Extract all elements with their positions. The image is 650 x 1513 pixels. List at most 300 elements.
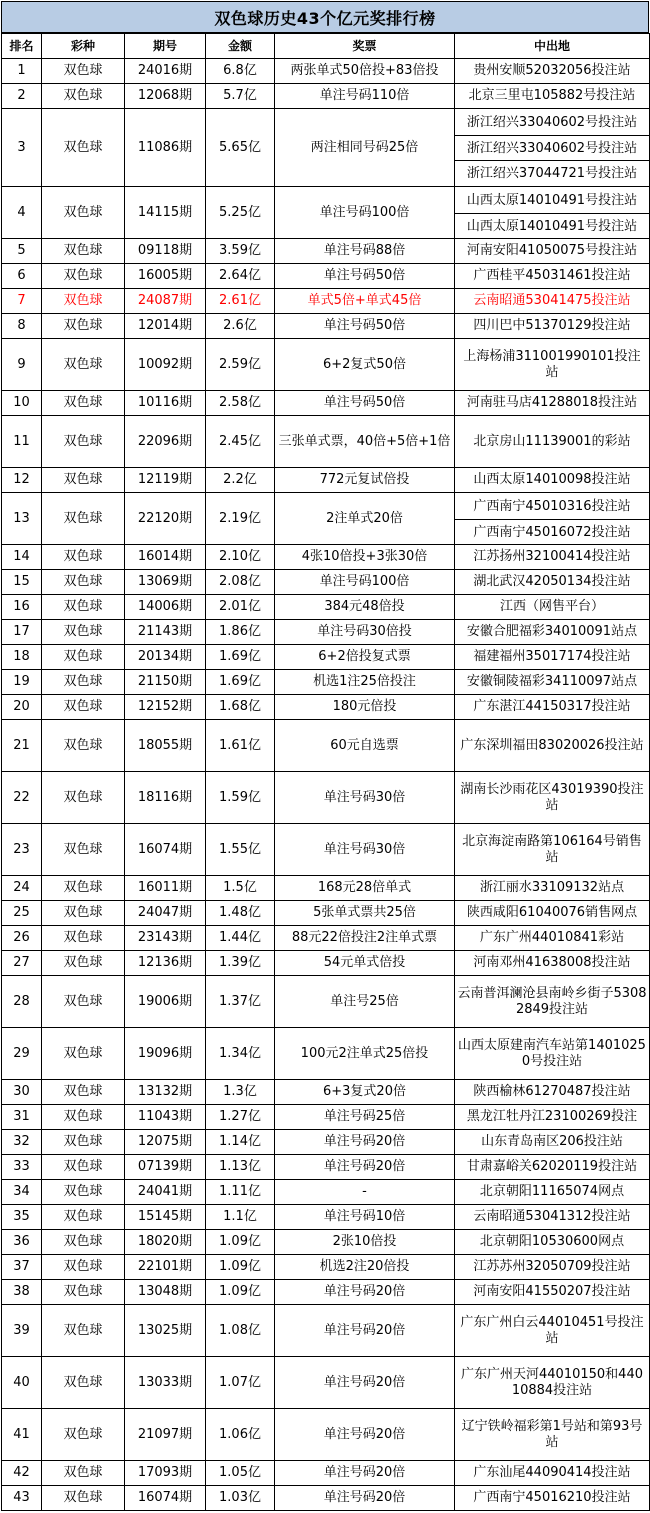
cell-place: 广东广州44010841彩站 bbox=[455, 926, 650, 951]
cell-issue: 23143期 bbox=[125, 926, 206, 951]
cell-place: 北京三里屯105882号投注站 bbox=[455, 84, 650, 109]
table-row bbox=[2, 595, 650, 620]
cell-type: 双色球 bbox=[42, 545, 125, 570]
cell-amount: 1.08亿 bbox=[206, 1305, 275, 1357]
cell-issue: 13069期 bbox=[125, 570, 206, 595]
cell-issue: 24047期 bbox=[125, 901, 206, 926]
cell-ticket: 88元22倍投注2注单式票 bbox=[275, 926, 455, 951]
place-entry: 浙江绍兴33040602号投注站 bbox=[466, 115, 638, 130]
cell-issue: 12136期 bbox=[125, 951, 206, 976]
cell-rank: 32 bbox=[2, 1130, 42, 1155]
cell-issue: 12119期 bbox=[125, 468, 206, 493]
cell-issue: 24016期 bbox=[125, 59, 206, 84]
table-row bbox=[2, 1105, 650, 1130]
cell-amount: 1.09亿 bbox=[206, 1230, 275, 1255]
table-row bbox=[2, 1486, 650, 1511]
cell-type: 双色球 bbox=[42, 1028, 125, 1080]
table-row bbox=[2, 468, 650, 493]
cell-amount: 1.09亿 bbox=[206, 1255, 275, 1280]
table-row bbox=[2, 570, 650, 595]
cell-ticket: 4张10倍投+3张30倍 bbox=[275, 545, 455, 570]
cell-rank: 27 bbox=[2, 951, 42, 976]
table-row bbox=[2, 1155, 650, 1180]
cell-rank: 4 bbox=[2, 187, 42, 239]
cell-issue: 16074期 bbox=[125, 1486, 206, 1511]
table-row bbox=[2, 391, 650, 416]
cell-ticket: 5张单式票共25倍 bbox=[275, 901, 455, 926]
table-body bbox=[2, 59, 650, 1511]
cell-type: 双色球 bbox=[42, 772, 125, 824]
cell-amount: 1.09亿 bbox=[206, 1280, 275, 1305]
cell-amount: 2.08亿 bbox=[206, 570, 275, 595]
cell-amount: 2.2亿 bbox=[206, 468, 275, 493]
cell-ticket: 单注号码20倍 bbox=[275, 1305, 455, 1357]
cell-type: 双色球 bbox=[42, 1155, 125, 1180]
place-entry: 山西太原14010491号投注站 bbox=[455, 213, 649, 238]
table-row bbox=[2, 772, 650, 824]
cell-rank: 22 bbox=[2, 772, 42, 824]
cell-issue: 13033期 bbox=[125, 1357, 206, 1409]
table-row bbox=[2, 926, 650, 951]
cell-amount: 2.45亿 bbox=[206, 416, 275, 468]
cell-amount: 2.19亿 bbox=[206, 493, 275, 545]
table-row bbox=[2, 339, 650, 391]
cell-rank: 19 bbox=[2, 670, 42, 695]
cell-rank: 30 bbox=[2, 1080, 42, 1105]
cell-ticket: 168元28倍单式 bbox=[275, 876, 455, 901]
cell-type: 双色球 bbox=[42, 570, 125, 595]
cell-rank: 29 bbox=[2, 1028, 42, 1080]
cell-rank: 11 bbox=[2, 416, 42, 468]
cell-amount: 2.61亿 bbox=[206, 289, 275, 314]
cell-ticket: 单注号码30倍投 bbox=[275, 620, 455, 645]
cell-ticket: 两注相同号码25倍 bbox=[275, 109, 455, 187]
cell-amount: 6.8亿 bbox=[206, 59, 275, 84]
cell-rank: 2 bbox=[2, 84, 42, 109]
table-row bbox=[2, 1180, 650, 1205]
cell-issue: 19096期 bbox=[125, 1028, 206, 1080]
cell-place: 辽宁铁岭福彩第1号站和第93号站 bbox=[455, 1409, 650, 1461]
cell-issue: 24041期 bbox=[125, 1180, 206, 1205]
cell-rank: 1 bbox=[2, 59, 42, 84]
cell-type: 双色球 bbox=[42, 493, 125, 545]
cell-place: 浙江丽水33109132站点 bbox=[455, 876, 650, 901]
cell-rank: 7 bbox=[2, 289, 42, 314]
cell-type: 双色球 bbox=[42, 468, 125, 493]
cell-amount: 1.44亿 bbox=[206, 926, 275, 951]
cell-place: 北京海淀南路第106164号销售站 bbox=[455, 824, 650, 876]
cell-ticket: 2张10倍投 bbox=[275, 1230, 455, 1255]
cell-place: 云南昭通53041475投注站 bbox=[455, 289, 650, 314]
cell-type: 双色球 bbox=[42, 1180, 125, 1205]
cell-place: 广西桂平45031461投注站 bbox=[455, 264, 650, 289]
cell-place: 北京房山11139001的彩站 bbox=[455, 416, 650, 468]
cell-issue: 12075期 bbox=[125, 1130, 206, 1155]
cell-place: 陕西咸阳61040076销售网点 bbox=[455, 901, 650, 926]
cell-place: 河南安阳41050075号投注站 bbox=[455, 239, 650, 264]
cell-type: 双色球 bbox=[42, 720, 125, 772]
cell-issue: 18020期 bbox=[125, 1230, 206, 1255]
cell-place: 江苏扬州32100414投注站 bbox=[455, 545, 650, 570]
table-row bbox=[2, 1255, 650, 1280]
cell-ticket: 单注号码50倍 bbox=[275, 314, 455, 339]
cell-type: 双色球 bbox=[42, 695, 125, 720]
cell-rank: 10 bbox=[2, 391, 42, 416]
cell-amount: 1.37亿 bbox=[206, 976, 275, 1028]
cell-issue: 11086期 bbox=[125, 109, 206, 187]
cell-place: 广东广州天河44010150和44010884投注站 bbox=[455, 1357, 650, 1409]
cell-type: 双色球 bbox=[42, 84, 125, 109]
cell-rank: 15 bbox=[2, 570, 42, 595]
cell-rank: 26 bbox=[2, 926, 42, 951]
cell-rank: 23 bbox=[2, 824, 42, 876]
cell-issue: 22096期 bbox=[125, 416, 206, 468]
cell-type: 双色球 bbox=[42, 876, 125, 901]
table-row bbox=[2, 645, 650, 670]
cell-place: 安徽合肥福彩34010091站点 bbox=[455, 620, 650, 645]
cell-type: 双色球 bbox=[42, 264, 125, 289]
cell-place: 山东青岛南区206投注站 bbox=[455, 1130, 650, 1155]
cell-issue: 17093期 bbox=[125, 1461, 206, 1486]
cell-ticket: 单注号码50倍 bbox=[275, 391, 455, 416]
cell-rank: 9 bbox=[2, 339, 42, 391]
cell-amount: 1.69亿 bbox=[206, 670, 275, 695]
place-entry: 广西南宁45016072投注站 bbox=[455, 519, 649, 544]
cell-rank: 20 bbox=[2, 695, 42, 720]
cell-rank: 34 bbox=[2, 1180, 42, 1205]
cell-ticket: 单注号码20倍 bbox=[275, 1155, 455, 1180]
table-row bbox=[2, 620, 650, 645]
cell-rank: 17 bbox=[2, 620, 42, 645]
cell-ticket: 180元倍投 bbox=[275, 695, 455, 720]
cell-ticket: 单注号码20倍 bbox=[275, 1461, 455, 1486]
cell-place: 陕西榆林61270487投注站 bbox=[455, 1080, 650, 1105]
cell-place: 湖北武汉42050134投注站 bbox=[455, 570, 650, 595]
cell-ticket: 机选2注20倍投 bbox=[275, 1255, 455, 1280]
header-type: 彩种 bbox=[42, 34, 125, 59]
header-issue: 期号 bbox=[125, 34, 206, 59]
cell-place: 安徽铜陵福彩34110097站点 bbox=[455, 670, 650, 695]
cell-place: 甘肃嘉峪关62020119投注站 bbox=[455, 1155, 650, 1180]
cell-type: 双色球 bbox=[42, 926, 125, 951]
header-place: 中出地 bbox=[455, 34, 650, 59]
cell-rank: 25 bbox=[2, 901, 42, 926]
cell-issue: 16014期 bbox=[125, 545, 206, 570]
cell-ticket: 单注号码110倍 bbox=[275, 84, 455, 109]
table-row bbox=[2, 1080, 650, 1105]
cell-amount: 5.7亿 bbox=[206, 84, 275, 109]
table-row bbox=[2, 824, 650, 876]
table-row bbox=[2, 1028, 650, 1080]
cell-amount: 1.14亿 bbox=[206, 1130, 275, 1155]
cell-issue: 22120期 bbox=[125, 493, 206, 545]
cell-amount: 2.59亿 bbox=[206, 339, 275, 391]
cell-place: 河南驻马店41288018投注站 bbox=[455, 391, 650, 416]
cell-amount: 1.86亿 bbox=[206, 620, 275, 645]
cell-ticket: 三张单式票，40倍+5倍+1倍 bbox=[275, 416, 455, 468]
cell-type: 双色球 bbox=[42, 1305, 125, 1357]
cell-type: 双色球 bbox=[42, 239, 125, 264]
cell-type: 双色球 bbox=[42, 59, 125, 84]
cell-type: 双色球 bbox=[42, 109, 125, 187]
cell-place bbox=[455, 109, 650, 187]
cell-amount: 1.06亿 bbox=[206, 1409, 275, 1461]
cell-type: 双色球 bbox=[42, 901, 125, 926]
cell-ticket: 单注号25倍 bbox=[275, 976, 455, 1028]
cell-issue: 14006期 bbox=[125, 595, 206, 620]
table-row bbox=[2, 416, 650, 468]
cell-type: 双色球 bbox=[42, 1357, 125, 1409]
cell-type: 双色球 bbox=[42, 289, 125, 314]
cell-issue: 16074期 bbox=[125, 824, 206, 876]
cell-ticket: 772元复试倍投 bbox=[275, 468, 455, 493]
cell-amount: 1.55亿 bbox=[206, 824, 275, 876]
cell-place: 湖南长沙雨花区43019390投注站 bbox=[455, 772, 650, 824]
cell-amount: 5.65亿 bbox=[206, 109, 275, 187]
cell-amount: 1.3亿 bbox=[206, 1080, 275, 1105]
cell-rank: 16 bbox=[2, 595, 42, 620]
cell-ticket: 100元2注单式25倍投 bbox=[275, 1028, 455, 1080]
cell-amount: 1.07亿 bbox=[206, 1357, 275, 1409]
cell-place: 云南普洱澜沧县南岭乡街子53082849投注站 bbox=[455, 976, 650, 1028]
cell-amount: 2.10亿 bbox=[206, 545, 275, 570]
cell-ticket: 单式5倍+单式45倍 bbox=[275, 289, 455, 314]
cell-issue: 16005期 bbox=[125, 264, 206, 289]
cell-ticket: 6+3复式20倍 bbox=[275, 1080, 455, 1105]
cell-ticket: 单注号码30倍 bbox=[275, 824, 455, 876]
cell-amount: 2.58亿 bbox=[206, 391, 275, 416]
table-row bbox=[2, 84, 650, 109]
cell-issue: 09118期 bbox=[125, 239, 206, 264]
table-row bbox=[2, 545, 650, 570]
cell-issue: 18055期 bbox=[125, 720, 206, 772]
cell-rank: 28 bbox=[2, 976, 42, 1028]
table-row bbox=[2, 1357, 650, 1409]
cell-rank: 14 bbox=[2, 545, 42, 570]
table-row bbox=[2, 239, 650, 264]
cell-issue: 21150期 bbox=[125, 670, 206, 695]
cell-type: 双色球 bbox=[42, 339, 125, 391]
cell-type: 双色球 bbox=[42, 595, 125, 620]
cell-amount: 1.59亿 bbox=[206, 772, 275, 824]
cell-rank: 21 bbox=[2, 720, 42, 772]
cell-ticket: 单注号码20倍 bbox=[275, 1280, 455, 1305]
cell-amount: 1.69亿 bbox=[206, 645, 275, 670]
cell-issue: 21097期 bbox=[125, 1409, 206, 1461]
cell-place: 江西（网售平台） bbox=[455, 595, 650, 620]
cell-place: 黑龙江牡丹江23100269投注 bbox=[455, 1105, 650, 1130]
cell-place: 上海杨浦311001990101投注站 bbox=[455, 339, 650, 391]
cell-rank: 41 bbox=[2, 1409, 42, 1461]
cell-amount: 2.01亿 bbox=[206, 595, 275, 620]
table-row bbox=[2, 1230, 650, 1255]
cell-issue: 07139期 bbox=[125, 1155, 206, 1180]
cell-ticket: 两张单式50倍投+83倍投 bbox=[275, 59, 455, 84]
header-ticket: 奖票 bbox=[275, 34, 455, 59]
cell-type: 双色球 bbox=[42, 951, 125, 976]
cell-place: 河南邓州41638008投注站 bbox=[455, 951, 650, 976]
cell-type: 双色球 bbox=[42, 976, 125, 1028]
cell-type: 双色球 bbox=[42, 1461, 125, 1486]
table-row bbox=[2, 670, 650, 695]
header-amount: 金额 bbox=[206, 34, 275, 59]
cell-ticket: 单注号码20倍 bbox=[275, 1409, 455, 1461]
cell-type: 双色球 bbox=[42, 1205, 125, 1230]
table-row bbox=[2, 876, 650, 901]
cell-rank: 37 bbox=[2, 1255, 42, 1280]
table-row bbox=[2, 493, 650, 545]
cell-place: 四川巴中51370129投注站 bbox=[455, 314, 650, 339]
cell-rank: 40 bbox=[2, 1357, 42, 1409]
cell-rank: 39 bbox=[2, 1305, 42, 1357]
cell-ticket: 2注单式20倍 bbox=[275, 493, 455, 545]
table-row bbox=[2, 1280, 650, 1305]
table-row bbox=[2, 109, 650, 187]
cell-ticket: 60元自选票 bbox=[275, 720, 455, 772]
table-row bbox=[2, 695, 650, 720]
cell-place: 福建福州35017174投注站 bbox=[455, 645, 650, 670]
cell-ticket: 384元48倍投 bbox=[275, 595, 455, 620]
cell-rank: 8 bbox=[2, 314, 42, 339]
cell-place: 江苏苏州32050709投注站 bbox=[455, 1255, 650, 1280]
cell-issue: 18116期 bbox=[125, 772, 206, 824]
cell-rank: 6 bbox=[2, 264, 42, 289]
cell-issue: 16011期 bbox=[125, 876, 206, 901]
cell-amount: 1.61亿 bbox=[206, 720, 275, 772]
cell-place: 广东湛江44150317投注站 bbox=[455, 695, 650, 720]
cell-issue: 12152期 bbox=[125, 695, 206, 720]
place-entry: 浙江绍兴37044721号投注站 bbox=[455, 160, 649, 185]
header-row bbox=[2, 34, 650, 59]
cell-ticket: 54元单式倍投 bbox=[275, 951, 455, 976]
cell-amount: 1.68亿 bbox=[206, 695, 275, 720]
cell-rank: 3 bbox=[2, 109, 42, 187]
cell-amount: 2.6亿 bbox=[206, 314, 275, 339]
cell-issue: 24087期 bbox=[125, 289, 206, 314]
cell-amount: 1.1亿 bbox=[206, 1205, 275, 1230]
cell-ticket: 6+2复式50倍 bbox=[275, 339, 455, 391]
cell-amount: 1.11亿 bbox=[206, 1180, 275, 1205]
cell-ticket: 6+2倍投复式票 bbox=[275, 645, 455, 670]
cell-issue: 15145期 bbox=[125, 1205, 206, 1230]
cell-issue: 22101期 bbox=[125, 1255, 206, 1280]
page-title: 双色球历史43个亿元奖排行榜 bbox=[1, 1, 649, 33]
cell-issue: 19006期 bbox=[125, 976, 206, 1028]
table-row bbox=[2, 264, 650, 289]
table-row bbox=[2, 901, 650, 926]
cell-amount: 1.27亿 bbox=[206, 1105, 275, 1130]
cell-place: 广东深圳福田83020026投注站 bbox=[455, 720, 650, 772]
cell-amount: 1.13亿 bbox=[206, 1155, 275, 1180]
table-row bbox=[2, 59, 650, 84]
cell-place: 广东汕尾44090414投注站 bbox=[455, 1461, 650, 1486]
place-entry: 浙江绍兴33040602号投注站 bbox=[455, 135, 649, 160]
cell-rank: 43 bbox=[2, 1486, 42, 1511]
cell-type: 双色球 bbox=[42, 391, 125, 416]
table-row bbox=[2, 720, 650, 772]
cell-type: 双色球 bbox=[42, 1255, 125, 1280]
cell-place: 广西南宁45016210投注站 bbox=[455, 1486, 650, 1511]
cell-ticket: - bbox=[275, 1180, 455, 1205]
cell-issue: 11043期 bbox=[125, 1105, 206, 1130]
cell-ticket: 单注号码20倍 bbox=[275, 1486, 455, 1511]
cell-amount: 1.39亿 bbox=[206, 951, 275, 976]
cell-place: 广东广州白云44010451号投注站 bbox=[455, 1305, 650, 1357]
cell-type: 双色球 bbox=[42, 1230, 125, 1255]
table-row bbox=[2, 314, 650, 339]
cell-amount: 2.64亿 bbox=[206, 264, 275, 289]
cell-ticket: 单注号码100倍 bbox=[275, 570, 455, 595]
table-row bbox=[2, 289, 650, 314]
header-rank: 排名 bbox=[2, 34, 42, 59]
ranking-table bbox=[1, 33, 650, 1511]
cell-type: 双色球 bbox=[42, 416, 125, 468]
cell-rank: 35 bbox=[2, 1205, 42, 1230]
cell-type: 双色球 bbox=[42, 645, 125, 670]
cell-rank: 42 bbox=[2, 1461, 42, 1486]
cell-issue: 13048期 bbox=[125, 1280, 206, 1305]
table-row bbox=[2, 976, 650, 1028]
cell-place: 北京朝阳11165074网点 bbox=[455, 1180, 650, 1205]
cell-amount: 1.34亿 bbox=[206, 1028, 275, 1080]
table-row bbox=[2, 1305, 650, 1357]
cell-type: 双色球 bbox=[42, 1409, 125, 1461]
cell-amount: 1.5亿 bbox=[206, 876, 275, 901]
table-row bbox=[2, 1409, 650, 1461]
cell-amount: 1.05亿 bbox=[206, 1461, 275, 1486]
cell-rank: 33 bbox=[2, 1155, 42, 1180]
cell-issue: 21143期 bbox=[125, 620, 206, 645]
cell-issue: 14115期 bbox=[125, 187, 206, 239]
table-row bbox=[2, 1205, 650, 1230]
cell-rank: 38 bbox=[2, 1280, 42, 1305]
cell-type: 双色球 bbox=[42, 314, 125, 339]
table-row bbox=[2, 951, 650, 976]
cell-type: 双色球 bbox=[42, 620, 125, 645]
cell-place bbox=[455, 493, 650, 545]
cell-place: 山西太原建南汽车站第14010250号投注站 bbox=[455, 1028, 650, 1080]
cell-issue: 13025期 bbox=[125, 1305, 206, 1357]
place-entry: 山西太原14010491号投注站 bbox=[466, 192, 638, 208]
cell-issue: 10116期 bbox=[125, 391, 206, 416]
cell-amount: 1.03亿 bbox=[206, 1486, 275, 1511]
table-row bbox=[2, 1130, 650, 1155]
cell-ticket: 单注号码25倍 bbox=[275, 1105, 455, 1130]
cell-amount: 5.25亿 bbox=[206, 187, 275, 239]
cell-issue: 12014期 bbox=[125, 314, 206, 339]
cell-type: 双色球 bbox=[42, 1105, 125, 1130]
cell-place: 北京朝阳10530600网点 bbox=[455, 1230, 650, 1255]
cell-rank: 13 bbox=[2, 493, 42, 545]
cell-type: 双色球 bbox=[42, 1130, 125, 1155]
cell-place: 云南昭通53041312投注站 bbox=[455, 1205, 650, 1230]
cell-type: 双色球 bbox=[42, 824, 125, 876]
cell-type: 双色球 bbox=[42, 187, 125, 239]
cell-ticket: 机选1注25倍投注 bbox=[275, 670, 455, 695]
cell-issue: 12068期 bbox=[125, 84, 206, 109]
cell-rank: 5 bbox=[2, 239, 42, 264]
cell-type: 双色球 bbox=[42, 670, 125, 695]
cell-ticket: 单注号码88倍 bbox=[275, 239, 455, 264]
cell-amount: 1.48亿 bbox=[206, 901, 275, 926]
cell-issue: 20134期 bbox=[125, 645, 206, 670]
cell-ticket: 单注号码50倍 bbox=[275, 264, 455, 289]
cell-ticket: 单注号码10倍 bbox=[275, 1205, 455, 1230]
cell-place: 河南安阳41550207投注站 bbox=[455, 1280, 650, 1305]
cell-type: 双色球 bbox=[42, 1080, 125, 1105]
cell-amount: 3.59亿 bbox=[206, 239, 275, 264]
cell-ticket: 单注号码20倍 bbox=[275, 1357, 455, 1409]
